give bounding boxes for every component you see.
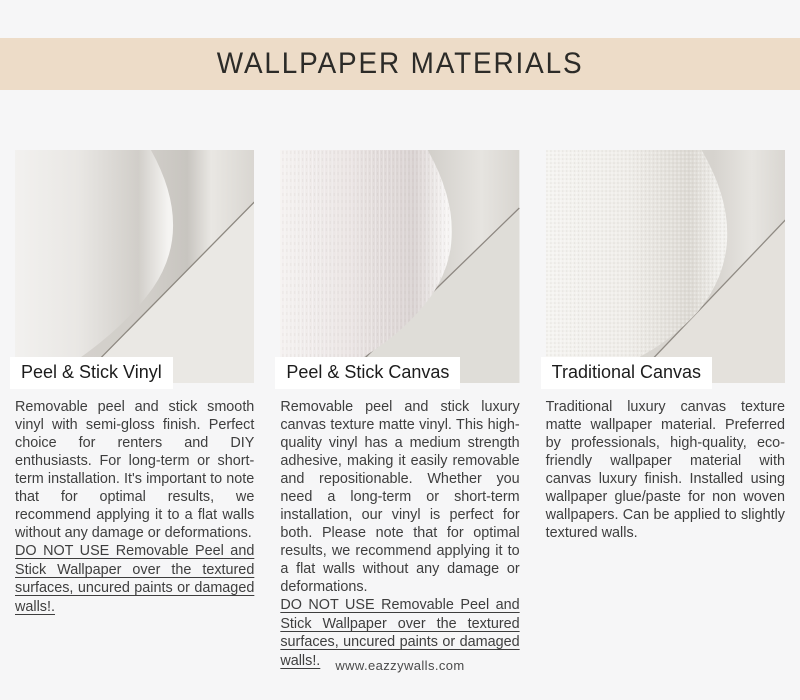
traditional-canvas-sample-image bbox=[546, 150, 785, 383]
material-description: Removable peel and stick smooth vinyl with semi-gloss finish. Perfect choice for renters and DIY enthusiasts. For long-term or short-term installation. It's important to note that for optimal results, we recommend applying it to a flat walls without any damage or deformations. bbox=[15, 399, 255, 541]
material-label: Traditional Canvas bbox=[541, 357, 712, 389]
curled-vinyl-illustration bbox=[15, 150, 254, 383]
curled-traditional-canvas-illustration bbox=[546, 150, 785, 383]
material-warning: DO NOT USE Removable Peel and Stick Wallpaper over the textured surfaces, uncured paints or damaged walls!. bbox=[280, 597, 520, 669]
material-description: Removable peel and stick luxury canvas texture matte vinyl. This high-quality vinyl has a medium strength adhesive, making it easily removable and repositionable. Whether you need a long-term or short-term installation, our vinyl is perfect for both. Please note that for optimal results, we recommend applying it to a flat walls without any damage or deformations. bbox=[280, 399, 520, 595]
material-card-traditional-canvas bbox=[546, 150, 785, 670]
peel-stick-canvas-sample-image bbox=[280, 150, 519, 383]
material-warning: DO NOT USE Removable Peel and Stick Wallpaper over the textured surfaces, uncured paints or damaged walls!. bbox=[15, 543, 255, 615]
material-card-peel-stick-vinyl bbox=[15, 150, 254, 670]
page-title: WALLPAPER MATERIALS bbox=[216, 47, 584, 80]
material-card-peel-stick-canvas bbox=[280, 150, 519, 670]
materials-columns bbox=[15, 150, 785, 670]
material-label: Peel & Stick Canvas bbox=[275, 357, 460, 389]
material-description: Traditional luxury canvas texture matte wallpaper material. Preferred by professionals, high-quality, eco-friendly wallpaper material with canvas luxury finish. Installed using wallpaper glue/paste for non woven wallpapers. Can be applied to slightly textured walls. bbox=[545, 399, 785, 541]
curled-canvas-illustration bbox=[280, 150, 519, 383]
website-url: www.eazzywalls.com bbox=[335, 658, 465, 673]
title-banner bbox=[0, 38, 800, 90]
material-label: Peel & Stick Vinyl bbox=[10, 357, 173, 389]
peel-stick-vinyl-sample-image bbox=[15, 150, 254, 383]
